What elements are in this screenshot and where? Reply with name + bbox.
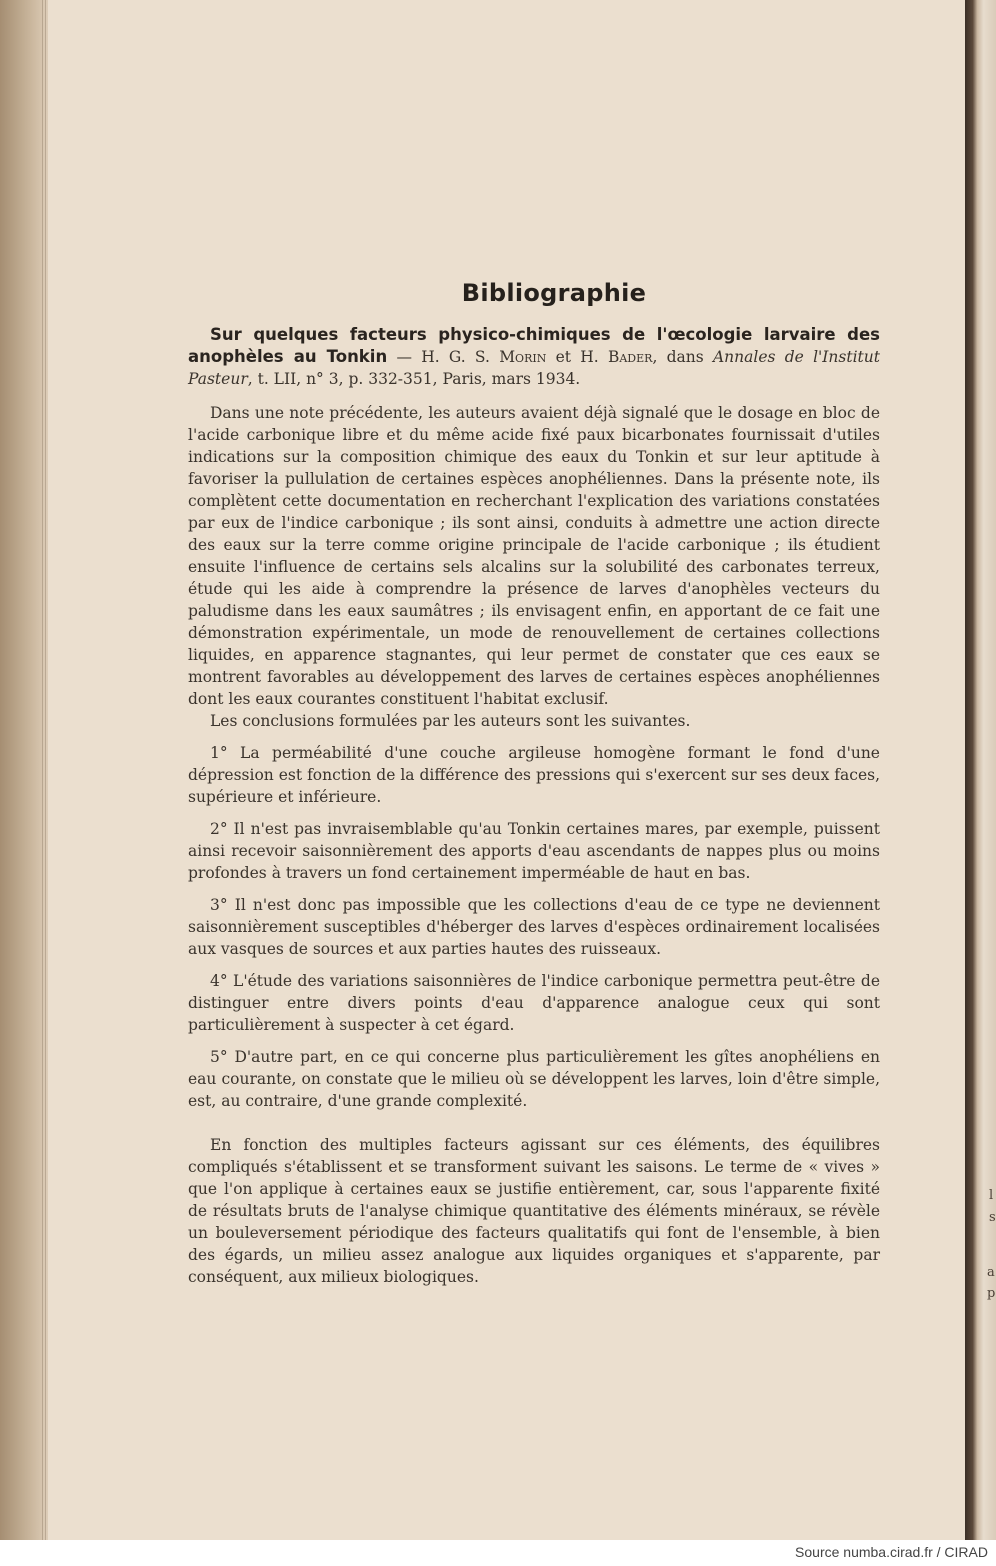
page-content [188,279,880,1288]
next-page-fragment: l [989,1188,994,1203]
summary-paragraph: Dans une note précédente, les auteurs avaient déjà signalé que le dosage en bloc de l'acide carbonique libre et du même acide fixé paux bicarbonates fournissait d'utiles indications sur la composition chimique des eaux du Tonkin et sur leur aptitude à favoriser la pullulation de certaines espèces anophéliennes. Dans la présente note, ils complètent cette documentation en recherchant l'explication des variations constatées par eux de l'indice carbonique ; ils sont ainsi, conduits à admettre une action directe des eaux sur la terre comme origine principale de l'acide carbonique ; ils étudient ensuite l'influence de certains sels alcalins sur la solubilité des carbonates terreux, étude qui les aide à comprendre la présence de larves d'anophèles vecteurs du paludisme dans les eaux saumâtres ; ils envisagent enfin, en apportant de ce fait une démonstration expérimentale, un mode de renouvellement de certaines collections liquides, en apparence stagnantes, qui leur permet de constater que ces eaux se montrent favorables au développement des larves de certaines espèces anophéliennes dont les eaux courantes constituent l'habitat exclusif. [188,404,880,708]
source-credit: Source numba.cirad.fr / CIRAD [795,1544,988,1560]
journal-name: Annales de l'Institut Pasteur [188,348,880,388]
author-morin: H. G. S. Morin [421,348,547,366]
citation-details: , t. LII, n° 3, p. 332-351, Paris, mars 1934. [247,370,581,388]
conclusion-point-1: 1° La perméabilité d'une couche argileuse homogène formant le fond d'une dépression est fonction de la différence des pressions qui s'exercent sur ses deux faces, supérieure et inférieure. [188,744,880,806]
article-title: Sur quelques facteurs physico-chimiques de l'œcologie larvaire des anophèles au Tonkin [188,325,880,366]
bibliographic-citation [188,324,880,390]
citation-dash: — [387,348,422,366]
page-heading: Bibliographie [461,279,647,307]
next-page-fragment: a [987,1265,995,1280]
conclusion-point-5: 5° D'autre part, en ce qui concerne plus particulièrement les gîtes anophéliens en eau courante, on constate que le milieu où se développent les larves, loin d'être simple, est, au contraire, d'une grande complexité. [188,1048,880,1110]
next-page-fragment: s [989,1210,996,1225]
conclusion-point-3: 3° Il n'est donc pas impossible que les collections d'eau de ce type ne deviennent saisonnièrement susceptibles d'héberger des larves d'espèces ordinairement localisées aux vasques de sources et aux parties hautes des ruisseaux. [188,896,880,958]
footer-bar [0,1540,996,1566]
book-left-edge [0,0,48,1566]
closing-paragraph: En fonction des multiples facteurs agissant sur ces éléments, des équilibres compliqués s'établissent et se transforment suivant les saisons. Le terme de « vives » que l'on applique à certaines eaux se justifie entièrement, car, sous l'apparente fixité de résultats bruts de l'analyse chimique quantitative des éléments minéraux, se révèle un bouleversement périodique des facteurs qualitatifs qui font de l'ensemble, à bien des égards, un milieu assez analogue aux liquides organiques et s'apparente, par conséquent, aux milieux biologiques. [188,1136,880,1286]
citation-in: , dans [652,348,713,366]
conclusion-point-2: 2° Il n'est pas invraisemblable qu'au Tonkin certaines mares, par exemple, puissent ainsi recevoir saisonnièrement des apports d'eau ascendants de nappes plus ou moins profondes à travers un fond certainement imperméable de haut en bas. [188,820,880,882]
next-page-fragment: p [987,1286,996,1301]
citation-and: et [546,348,581,366]
author-bader: H. Bader [580,348,653,366]
next-page-edge [965,0,996,1566]
conclusions-intro: Les conclusions formulées par les auteurs sont les suivantes. [210,712,691,730]
conclusion-point-4: 4° L'étude des variations saisonnières de l'indice carbonique permettra peut-être de distinguer entre divers points d'eau d'apparence analogue ceux qui sont particulièrement à suspecter à cet égard. [188,972,880,1034]
